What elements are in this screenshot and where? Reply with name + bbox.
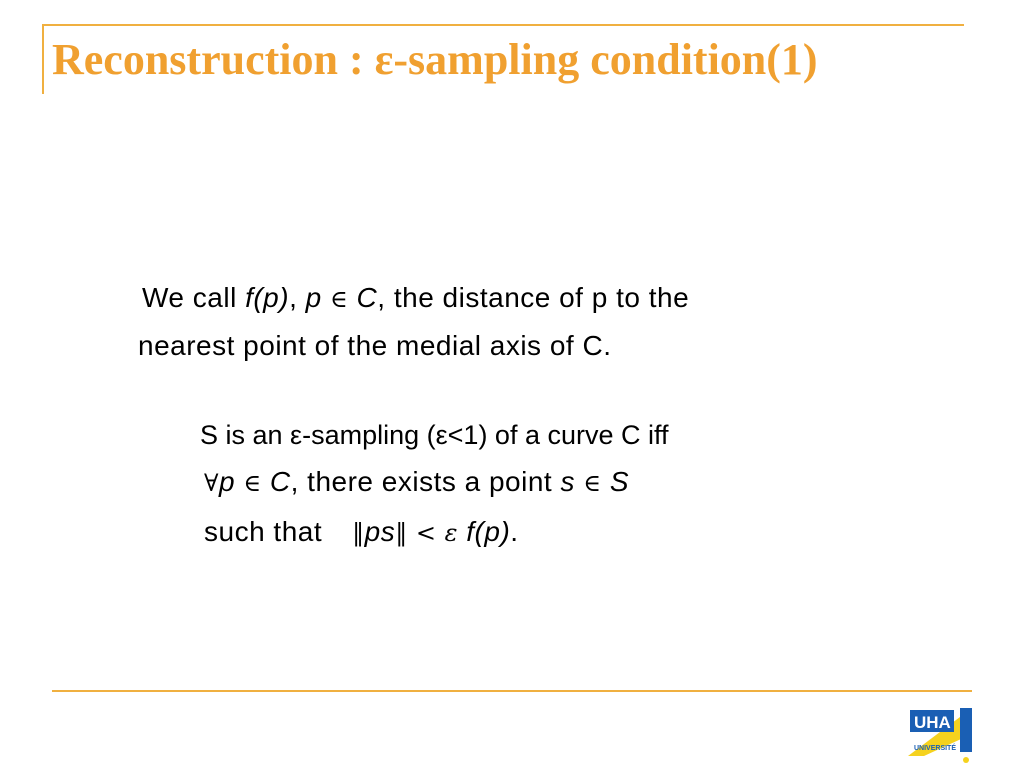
norm-close-symbol: ‖	[395, 519, 408, 547]
footer-rule	[52, 690, 972, 692]
less-than-symbol: <	[407, 519, 445, 547]
title-frame-left-rule	[42, 24, 44, 94]
condition-line-1: S is an ε-sampling (ε<1) of a curve C iff	[200, 420, 669, 450]
cond-fp: f(p)	[457, 516, 511, 547]
def-rest: , the distance of p to the	[377, 282, 690, 313]
forall-symbol: ∀	[204, 469, 219, 497]
cond-period: .	[510, 516, 519, 547]
def-C: C	[356, 282, 378, 313]
cond-there-exists: , there exists a point	[290, 466, 561, 497]
norm-open-symbol: ‖	[352, 519, 365, 547]
condition-line-2	[204, 466, 629, 498]
def-p: p	[305, 282, 322, 313]
definition-line-2: nearest point of the medial axis of C.	[138, 330, 612, 361]
epsilon-symbol: ε	[444, 519, 458, 547]
def-we-call: We call	[142, 282, 237, 313]
cond-element-of-symbol-2: ∈	[583, 469, 602, 497]
def-comma: ,	[289, 282, 306, 313]
cond-s: s	[560, 466, 575, 497]
cond-p: p	[218, 466, 236, 497]
condition-line-3	[204, 516, 519, 548]
logo-text: UHA	[914, 713, 951, 732]
cond-C: C	[269, 466, 291, 497]
definition-line-1	[142, 282, 689, 314]
cond-element-of-symbol: ∈	[243, 469, 262, 497]
slide-title: Reconstruction : ε-sampling condition(1)	[52, 35, 818, 84]
cond-such-that: such that	[204, 516, 323, 547]
uha-university-logo	[904, 704, 976, 764]
def-fp: f(p)	[245, 282, 290, 313]
cond-ps: ps	[364, 516, 396, 547]
logo-caption: UNIVERSITÉ	[914, 745, 957, 752]
title-frame-top-rule	[42, 24, 964, 26]
cond-S: S	[609, 466, 629, 497]
def-element-of-symbol: ∈	[330, 285, 349, 313]
